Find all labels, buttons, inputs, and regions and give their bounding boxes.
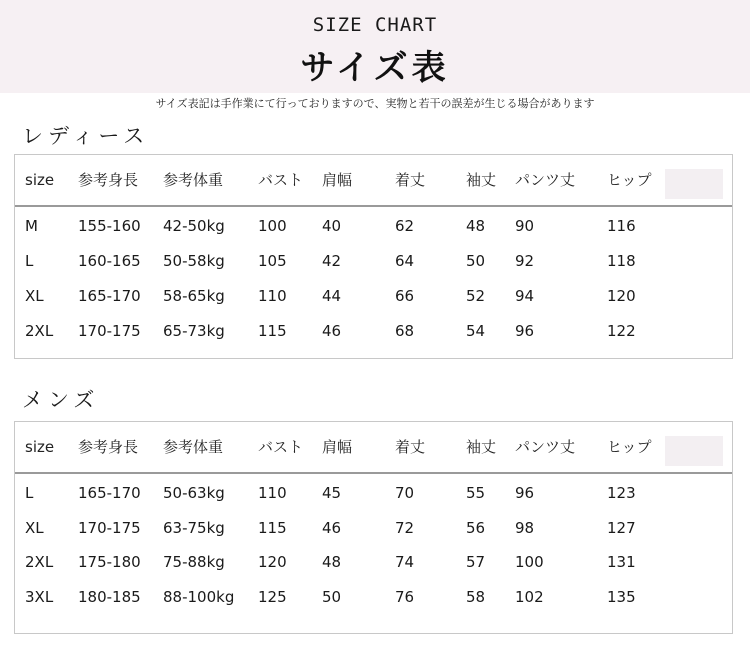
column-header-hip: ヒップ xyxy=(607,438,652,456)
cell-shoulder: 50 xyxy=(322,588,342,606)
table-row xyxy=(15,289,732,311)
column-header-height: 参考身長 xyxy=(78,438,139,456)
cell-bust: 125 xyxy=(258,588,287,606)
cell-height: 175-180 xyxy=(78,553,141,571)
column-header-size: size xyxy=(25,171,55,189)
cell-size: 3XL xyxy=(25,588,54,606)
cell-size: L xyxy=(25,484,34,502)
cell-height: 170-175 xyxy=(78,322,141,340)
cell-height: 170-175 xyxy=(78,519,141,537)
cell-height: 155-160 xyxy=(78,217,141,235)
header-shade xyxy=(665,169,723,199)
table-row xyxy=(15,521,732,543)
column-header-bust: バスト xyxy=(258,438,304,456)
cell-height: 160-165 xyxy=(78,252,141,270)
cell-shoulder: 40 xyxy=(322,217,342,235)
cell-hip: 116 xyxy=(607,217,636,235)
cell-weight: 42-50kg xyxy=(163,217,225,235)
cell-weight: 75-88kg xyxy=(163,553,225,571)
column-header-pants-length: パンツ丈 xyxy=(515,171,576,189)
column-header-length: 着丈 xyxy=(395,438,426,456)
cell-bust: 105 xyxy=(258,252,287,270)
header-shade xyxy=(665,436,723,466)
cell-weight: 58-65kg xyxy=(163,287,225,305)
cell-height: 165-170 xyxy=(78,484,141,502)
cell-shoulder: 45 xyxy=(322,484,342,502)
cell-pants-length: 90 xyxy=(515,217,535,235)
cell-length: 64 xyxy=(395,252,415,270)
section-title-ladies: レディース xyxy=(22,124,150,148)
cell-length: 72 xyxy=(395,519,415,537)
table-header xyxy=(15,155,732,207)
cell-weight: 65-73kg xyxy=(163,322,225,340)
table-row xyxy=(15,590,732,612)
cell-pants-length: 94 xyxy=(515,287,535,305)
cell-pants-length: 92 xyxy=(515,252,535,270)
cell-weight: 50-58kg xyxy=(163,252,225,270)
cell-bust: 100 xyxy=(258,217,287,235)
cell-hip: 122 xyxy=(607,322,636,340)
cell-length: 68 xyxy=(395,322,415,340)
cell-hip: 135 xyxy=(607,588,636,606)
size-chart-kicker: SIZE CHART xyxy=(312,14,438,36)
cell-hip: 127 xyxy=(607,519,636,537)
cell-sleeve: 58 xyxy=(466,588,486,606)
cell-pants-length: 96 xyxy=(515,322,535,340)
cell-sleeve: 56 xyxy=(466,519,486,537)
cell-bust: 110 xyxy=(258,287,287,305)
size-table-mens xyxy=(14,421,733,634)
column-header-bust: バスト xyxy=(258,171,304,189)
cell-length: 76 xyxy=(395,588,415,606)
column-header-height: 参考身長 xyxy=(78,171,139,189)
page-title: サイズ表 xyxy=(300,48,450,88)
cell-length: 70 xyxy=(395,484,415,502)
column-header-shoulder: 肩幅 xyxy=(322,171,353,189)
cell-pants-length: 96 xyxy=(515,484,535,502)
cell-size: XL xyxy=(25,519,44,537)
cell-bust: 115 xyxy=(258,519,287,537)
size-table-ladies xyxy=(14,154,733,359)
cell-hip: 131 xyxy=(607,553,636,571)
cell-bust: 115 xyxy=(258,322,287,340)
cell-height: 165-170 xyxy=(78,287,141,305)
table-row xyxy=(15,555,732,577)
column-header-pants-length: パンツ丈 xyxy=(515,438,576,456)
cell-hip: 118 xyxy=(607,252,636,270)
column-header-size: size xyxy=(25,438,55,456)
column-header-length: 着丈 xyxy=(395,171,426,189)
cell-bust: 110 xyxy=(258,484,287,502)
cell-weight: 50-63kg xyxy=(163,484,225,502)
cell-length: 62 xyxy=(395,217,415,235)
cell-size: XL xyxy=(25,287,44,305)
cell-bust: 120 xyxy=(258,553,287,571)
cell-pants-length: 98 xyxy=(515,519,535,537)
table-row xyxy=(15,324,732,346)
column-header-sleeve: 袖丈 xyxy=(466,171,497,189)
column-header-shoulder: 肩幅 xyxy=(322,438,353,456)
cell-sleeve: 57 xyxy=(466,553,486,571)
cell-height: 180-185 xyxy=(78,588,141,606)
cell-shoulder: 46 xyxy=(322,519,342,537)
cell-size: L xyxy=(25,252,34,270)
table-row xyxy=(15,254,732,276)
cell-hip: 120 xyxy=(607,287,636,305)
table-row xyxy=(15,486,732,508)
cell-length: 74 xyxy=(395,553,415,571)
cell-pants-length: 100 xyxy=(515,553,544,571)
cell-size: 2XL xyxy=(25,322,54,340)
column-header-weight: 参考体重 xyxy=(163,438,224,456)
cell-length: 66 xyxy=(395,287,415,305)
table-row xyxy=(15,219,732,241)
cell-weight: 63-75kg xyxy=(163,519,225,537)
cell-sleeve: 48 xyxy=(466,217,486,235)
column-header-weight: 参考体重 xyxy=(163,171,224,189)
cell-sleeve: 55 xyxy=(466,484,486,502)
cell-size: M xyxy=(25,217,38,235)
column-header-hip: ヒップ xyxy=(607,171,652,189)
table-header xyxy=(15,422,732,474)
section-title-mens: メンズ xyxy=(22,388,100,412)
column-header-sleeve: 袖丈 xyxy=(466,438,497,456)
measurement-note: サイズ表記は手作業にて行っておりますので、実物と若干の誤差が生じる場合があります xyxy=(155,97,595,110)
cell-weight: 88-100kg xyxy=(163,588,235,606)
cell-pants-length: 102 xyxy=(515,588,544,606)
cell-hip: 123 xyxy=(607,484,636,502)
cell-shoulder: 48 xyxy=(322,553,342,571)
cell-shoulder: 44 xyxy=(322,287,342,305)
cell-sleeve: 50 xyxy=(466,252,486,270)
cell-shoulder: 42 xyxy=(322,252,342,270)
cell-size: 2XL xyxy=(25,553,54,571)
cell-sleeve: 54 xyxy=(466,322,486,340)
cell-shoulder: 46 xyxy=(322,322,342,340)
cell-sleeve: 52 xyxy=(466,287,486,305)
